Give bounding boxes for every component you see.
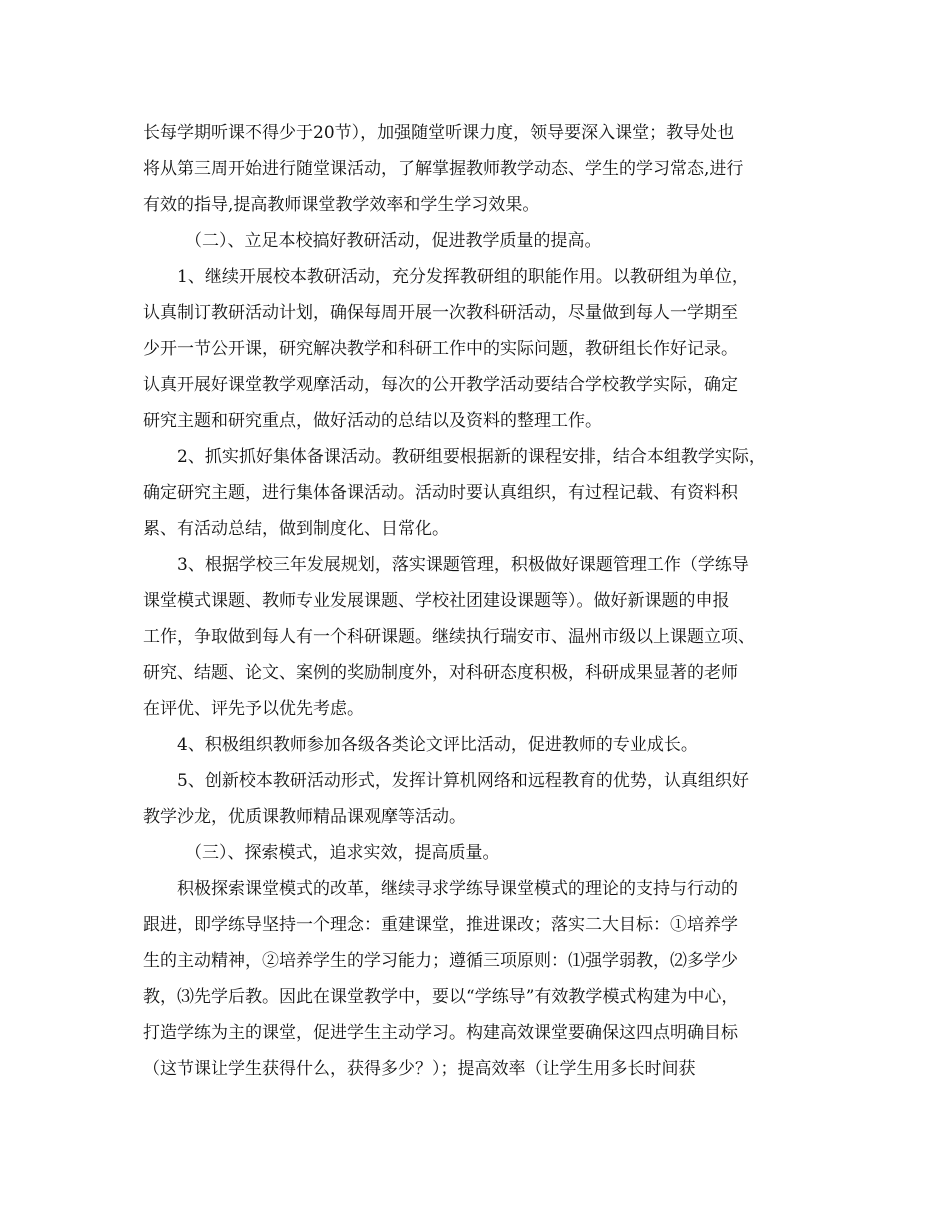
text-line: 跟进，即学练导坚持一个理念：重建课堂，推进课改；落实二大目标：①培养学 (143, 915, 738, 935)
text-line: 研究主题和研究重点，做好活动的总结以及资料的整理工作。 (143, 411, 602, 431)
text-line: 研究、结题、论文、案例的奖励制度外，对科研态度积极，科研成果显著的老师 (143, 663, 738, 683)
section-heading-line: （二）、立足本校搞好教研活动，促进教学质量的提高。 (185, 231, 602, 251)
text-line: 教学沙龙，优质课教师精品课观摩等活动。 (143, 807, 466, 827)
text-line: 2、抓实抓好集体备课活动。教研组要根据新的课程安排，结合本组教学实际， (177, 447, 766, 467)
text-line: 教，⑶先学后教。因此在课堂教学中，要以“学练导”有效教学模式构建为中心， (143, 987, 739, 1007)
text-line: 课堂模式课题、教师专业发展课题、学校社团建设课题等）。做好新课题的申报 (143, 591, 730, 611)
text-line: 认真开展好课堂教学观摩活动，每次的公开教学活动要结合学校教学实际，确定 (143, 375, 738, 395)
text-line: 认真制订教研活动计划，确保每周开展一次教科研活动，尽量做到每人一学期至 (143, 303, 738, 323)
text-line: 打造学练为主的课堂，促进学生主动学习。构建高效课堂要确保这四点明确目标 (143, 1023, 738, 1043)
text-line: 长每学期听课不得少于20节），加强随堂听课力度，领导要深入课堂；教导处也 (143, 123, 735, 143)
document-body (143, 115, 813, 1087)
text-line: 1、继续开展校本教研活动，充分发挥教研组的职能作用。以教研组为单位， (177, 267, 749, 287)
text-line: 累、有活动总结，做到制度化、日常化。 (143, 519, 449, 539)
text-line: 确定研究主题，进行集体备课活动。活动时要认真组织，有过程记载、有资料积 (143, 483, 738, 503)
section-heading-line: （三）、探索模式，追求实效，提高质量。 (185, 843, 500, 863)
text-line: 积极探索课堂模式的改革，继续寻求学练导课堂模式的理论的支持与行动的 (177, 879, 738, 899)
text-line: 5、创新校本教研活动形式，发挥计算机网络和远程教育的优势，认真组织好 (177, 771, 749, 791)
text-line: 工作，争取做到每人有一个科研课题。继续执行瑞安市、温州市级以上课题立项、 (143, 627, 755, 647)
text-line: 有效的指导,提高教师课堂教学效率和学生学习效果。 (143, 195, 540, 215)
text-line: 3、根据学校三年发展规划，落实课题管理，积极做好课题管理工作（学练导 (177, 555, 749, 575)
text-line: （这节课让学生获得什么，获得多少？）；提高效率（让学生用多长时间获 (143, 1059, 696, 1079)
text-line: 生的主动精神，②培养学生的学习能力；遵循三项原则：⑴强学弱教，⑵多学少 (143, 951, 738, 971)
text-line: 少开一节公开课，研究解决教学和科研工作中的实际问题，教研组长作好记录。 (143, 339, 738, 359)
text-line: 4、积极组织教师参加各级各类论文评比活动，促进教师的专业成长。 (177, 735, 698, 755)
text-line: 将从第三周开始进行随堂课活动，了解掌握教师教学动态、学生的学习常态,进行 (143, 159, 744, 179)
text-line: 在评优、评先予以优先考虑。 (143, 699, 364, 719)
